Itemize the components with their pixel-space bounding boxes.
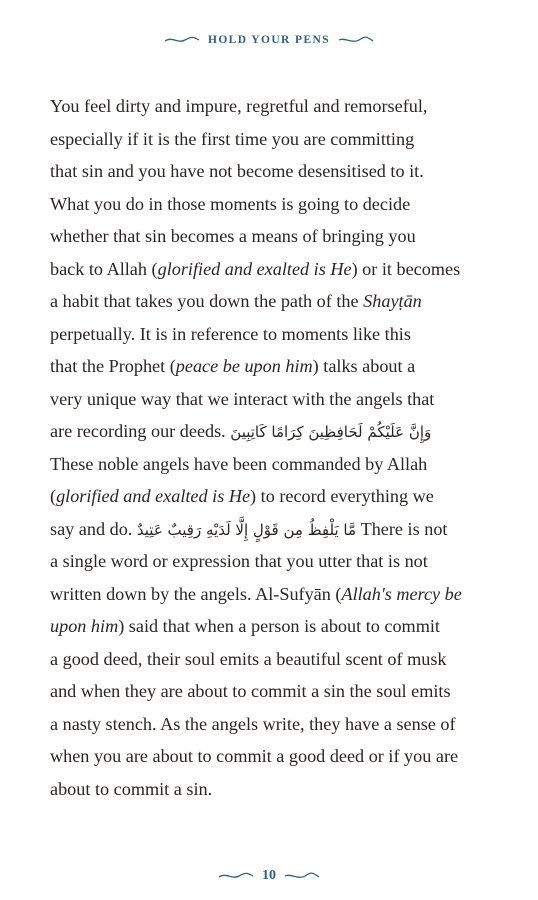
swash-left-icon <box>218 871 254 881</box>
term-text: Shayṭān <box>363 291 422 311</box>
text-line: perpetually. It is in reference to moments like this <box>50 323 411 344</box>
text-line: a single word or expression that you utter that is not <box>50 551 428 571</box>
text-line: especially if it is the first time you are committing <box>50 128 415 149</box>
text-line: You feel dirty and impure, regretful and remorseful, <box>50 96 428 116</box>
running-header <box>0 34 538 46</box>
text-line: when you are about to commit a good deed or if you are <box>50 746 459 766</box>
text-run: ( <box>50 486 57 506</box>
text-run: ) or it becomes <box>351 258 461 279</box>
text-run: ) to record everything we <box>250 486 434 506</box>
text-line <box>50 350 510 383</box>
text-run: back to Allah ( <box>50 258 158 279</box>
arabic-verse: وَإِنَّ عَلَيْكُمْ لَحَافِظِينَ كِرَامًا كَاتِبِينَ <box>230 423 432 441</box>
text-run: are recording our deeds. <box>50 421 231 441</box>
swash-left-icon <box>164 35 200 45</box>
page-number: 10 <box>262 868 276 883</box>
text-line: These noble angels have been commanded by Allah <box>50 453 428 474</box>
text-run: that the Prophet ( <box>50 356 176 376</box>
text-run: written down by the angels. Al-Sufyān ( <box>50 583 342 604</box>
text-run: say and do. <box>50 518 137 539</box>
text-line: a nasty stench. As the angels write, they have a sense of <box>50 713 456 734</box>
text-line: very unique way that we interact with the angels that <box>50 388 435 409</box>
text-line: whether that sin becomes a means of bringing you <box>50 226 416 246</box>
text-line: a good deed, their soul emits a beautiful scent of musk <box>50 648 447 669</box>
text-line: that sin and you have not become desensitised to it. <box>50 161 424 181</box>
text-line <box>50 513 510 546</box>
honorific-text: Allah's mercy be <box>341 583 462 604</box>
text-line <box>50 578 510 611</box>
text-line <box>50 415 510 448</box>
text-line <box>50 610 510 643</box>
arabic-verse: مَّا يَلْفِظُ مِن قَوْلٍ إِلَّا لَدَيْهِ رَقِيبٌ عَتِيدٌ <box>136 520 357 539</box>
swash-right-icon <box>284 871 320 881</box>
text-run: a habit that takes you down the path of the <box>50 291 364 311</box>
page-footer <box>0 868 538 884</box>
text-line: What you do in those moments is going to decide <box>50 193 411 214</box>
text-run: There is not <box>356 518 448 539</box>
text-line <box>50 285 510 318</box>
text-run: ) said that when a person is about to commit <box>118 616 440 636</box>
header-title: HOLD YOUR PENS <box>207 34 331 46</box>
text-run: ) talks about a <box>312 356 416 376</box>
swash-right-icon <box>338 35 374 45</box>
text-line <box>50 480 510 513</box>
honorific-text: peace be upon him <box>175 356 313 376</box>
honorific-text: upon him <box>50 616 119 636</box>
honorific-text: glorified and exalted is He <box>56 486 251 506</box>
body-paragraph <box>50 90 510 805</box>
text-line: about to commit a sin. <box>50 778 213 799</box>
text-line: and when they are about to commit a sin the soul emits <box>50 681 451 701</box>
honorific-text: glorified and exalted is He <box>157 258 352 279</box>
text-line <box>50 253 510 286</box>
